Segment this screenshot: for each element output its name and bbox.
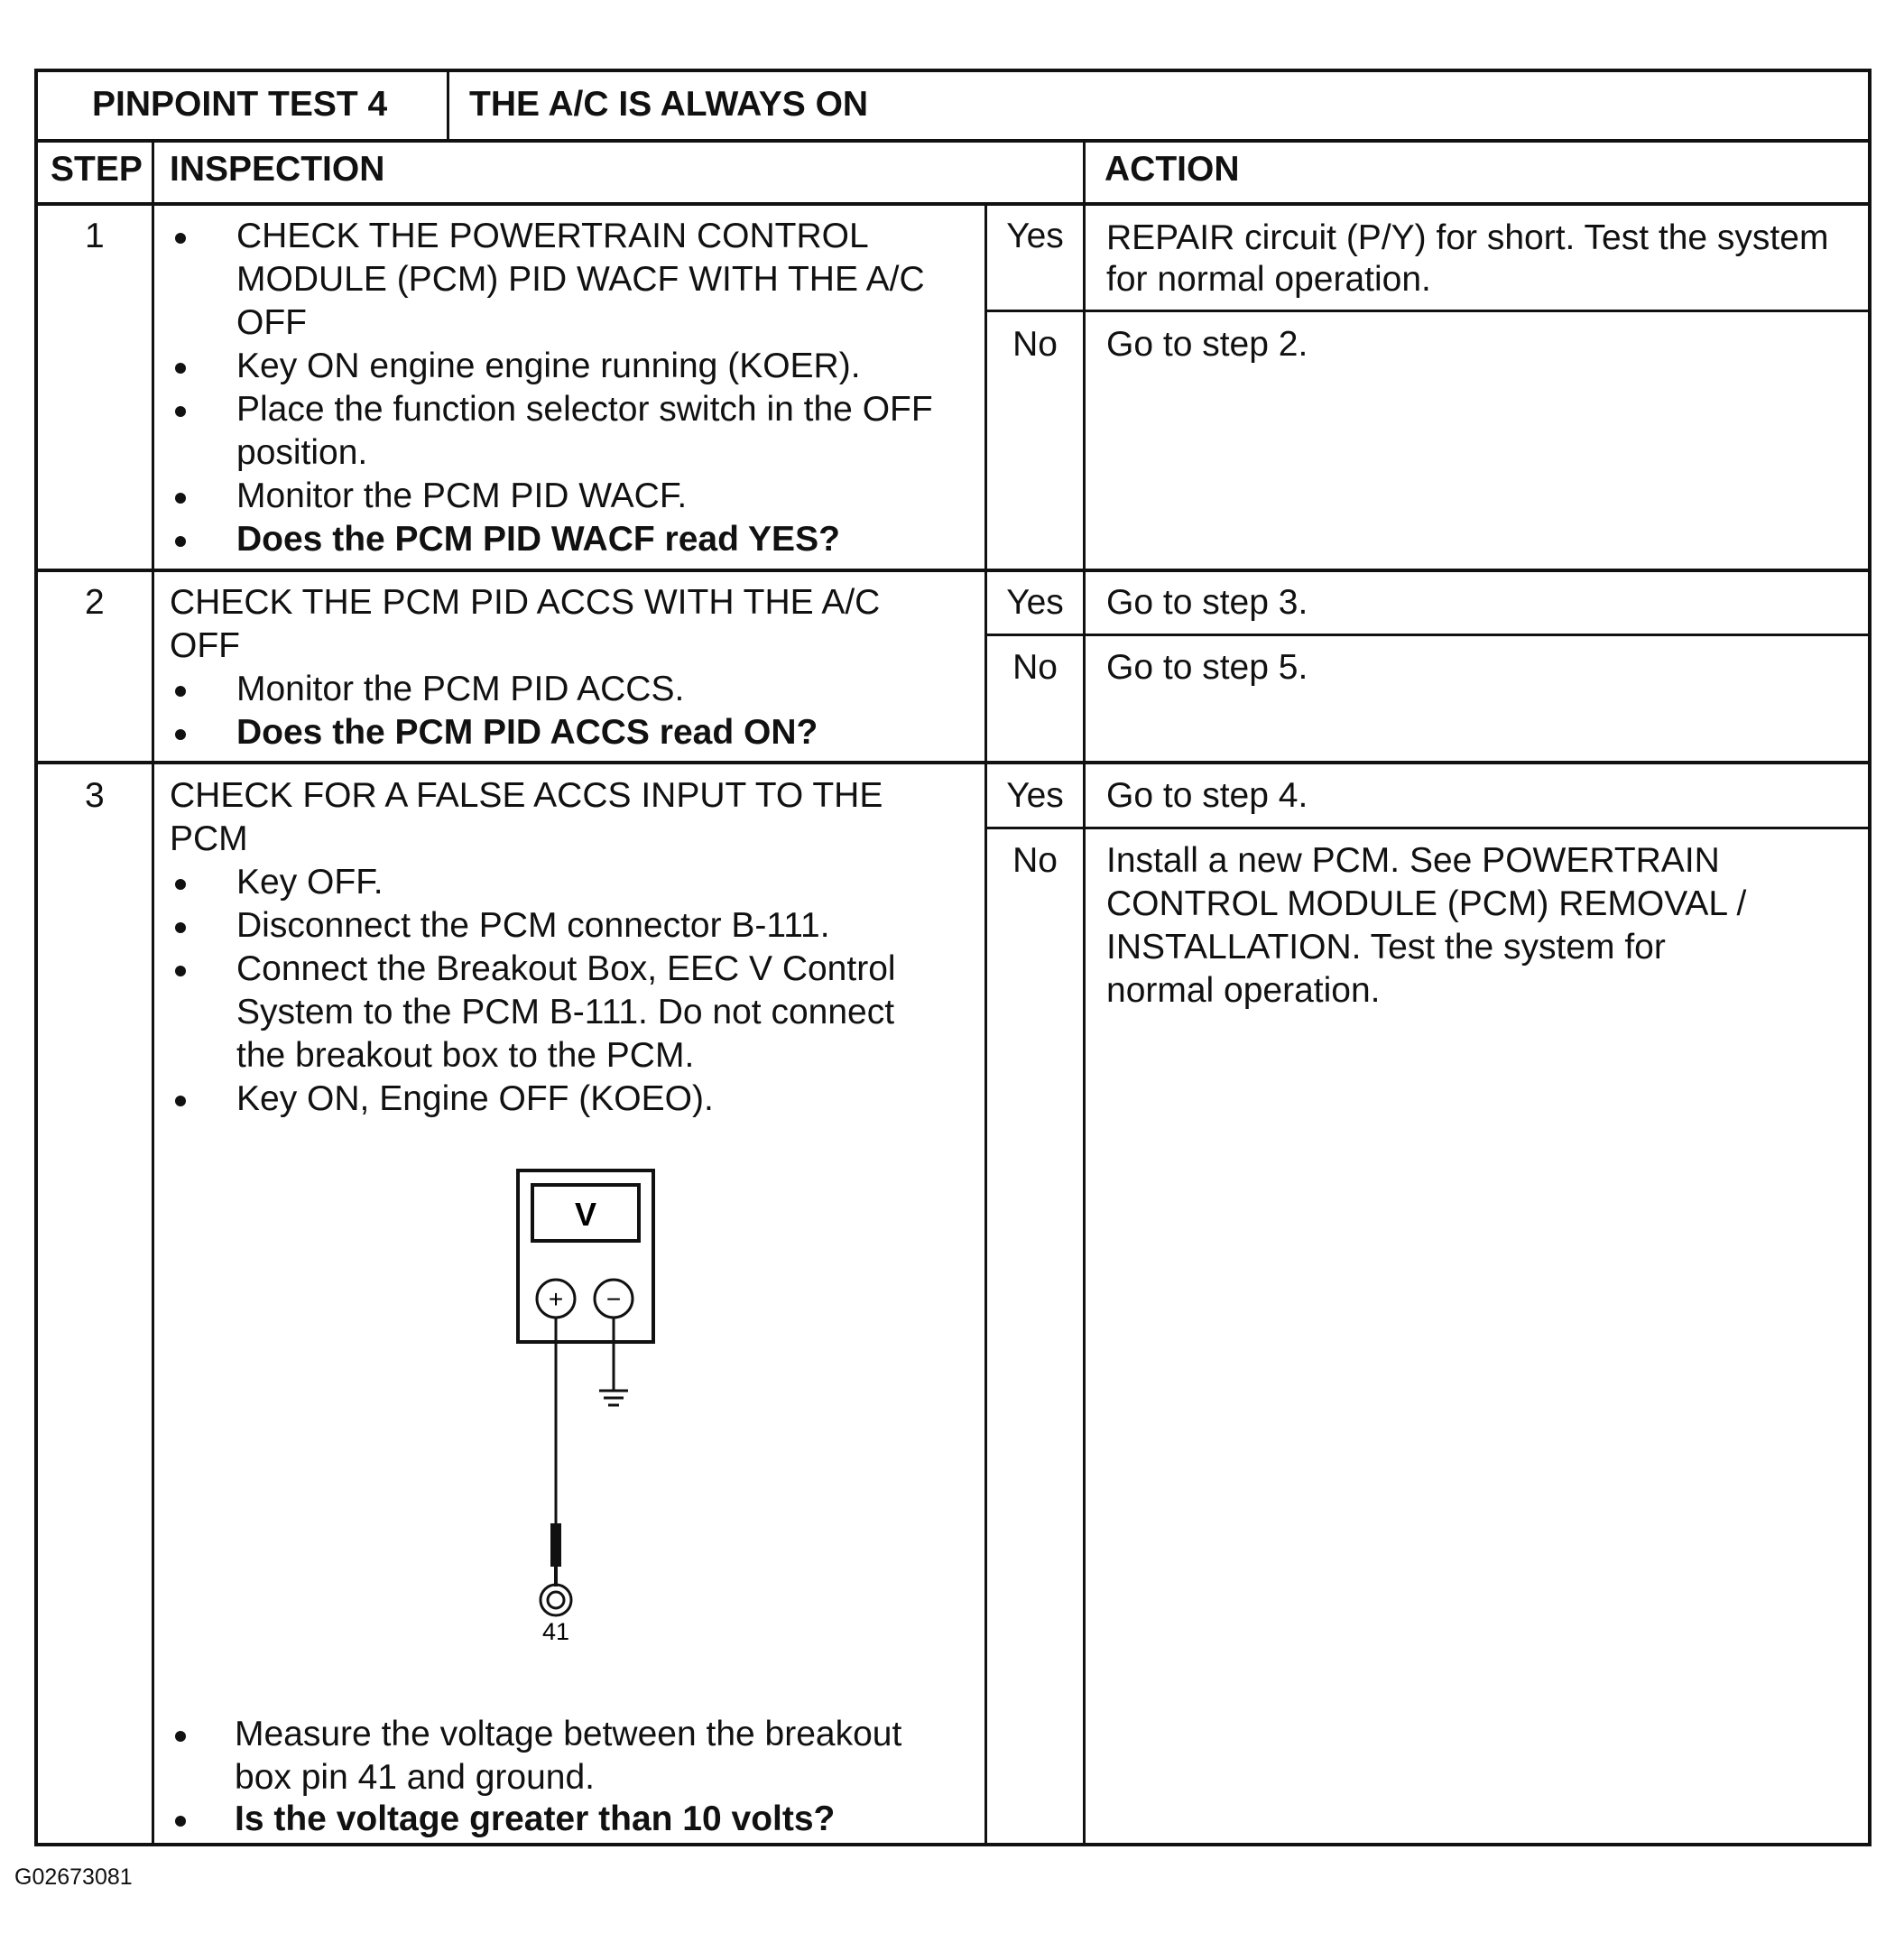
bullet-icon bbox=[175, 493, 186, 504]
step1-line: Place the function selector switch in the OFF bbox=[236, 390, 933, 429]
step2-no-action: Go to step 5. bbox=[1106, 648, 1308, 687]
step1-yes-action: REPAIR circuit (P/Y) for short. Test the system bbox=[1106, 218, 1829, 257]
bullet-icon bbox=[175, 406, 186, 417]
figure-code: G02673081 bbox=[14, 1864, 133, 1890]
step-number: 3 bbox=[85, 776, 105, 815]
rule-columns bbox=[38, 202, 1868, 206]
step3-line: Disconnect the PCM connector B-111. bbox=[236, 906, 830, 945]
test-number: PINPOINT TEST 4 bbox=[92, 85, 388, 124]
step3-no-action: Install a new PCM. See POWERTRAIN bbox=[1106, 841, 1720, 880]
bullet-icon bbox=[175, 233, 186, 244]
step2-line: OFF bbox=[170, 626, 240, 665]
rule-step3-yes bbox=[984, 827, 1868, 829]
pin-number: 41 bbox=[541, 1618, 570, 1645]
step1-no-action: Go to step 2. bbox=[1106, 325, 1308, 364]
step1-yes-action: for normal operation. bbox=[1106, 260, 1431, 299]
step1-line: OFF bbox=[236, 303, 307, 342]
yes-label: Yes bbox=[1006, 776, 1064, 815]
rule-step1-yes bbox=[984, 310, 1868, 312]
rule-title-divider bbox=[447, 72, 449, 139]
rule-step2 bbox=[38, 761, 1868, 764]
step3-no-action: INSTALLATION. Test the system for bbox=[1106, 928, 1666, 967]
step2-line: Monitor the PCM PID ACCS. bbox=[236, 670, 685, 708]
step2-yes-action: Go to step 3. bbox=[1106, 583, 1308, 622]
bullet-icon bbox=[175, 536, 186, 547]
bullet-icon bbox=[175, 1096, 186, 1106]
bullet-icon bbox=[175, 729, 186, 740]
step3-line: Measure the voltage between the breakout bbox=[235, 1715, 902, 1753]
step3-line: CHECK FOR A FALSE ACCS INPUT TO THE bbox=[170, 776, 883, 815]
step1-question: Does the PCM PID WACF read YES? bbox=[236, 520, 840, 559]
step-number: 2 bbox=[85, 583, 105, 622]
yes-label: Yes bbox=[1006, 583, 1064, 622]
step3-line: Connect the Breakout Box, EEC V Control bbox=[236, 949, 896, 988]
step3-line: Key OFF. bbox=[236, 863, 384, 902]
pin-41-connector-inner bbox=[548, 1592, 564, 1608]
yes-label: Yes bbox=[1006, 217, 1064, 255]
bullet-icon bbox=[175, 686, 186, 697]
column-inspection: INSPECTION bbox=[170, 150, 385, 189]
bullet-icon bbox=[175, 1731, 186, 1742]
step1-line: MODULE (PCM) PID WACF WITH THE A/C bbox=[236, 260, 925, 299]
step2-line: CHECK THE PCM PID ACCS WITH THE A/C bbox=[170, 583, 881, 622]
minus-sign: − bbox=[605, 1285, 622, 1313]
step3-line: Key ON, Engine OFF (KOEO). bbox=[236, 1079, 714, 1118]
column-step: STEP bbox=[51, 150, 143, 189]
rule-header bbox=[38, 139, 1868, 143]
step3-line: PCM bbox=[170, 819, 248, 858]
step3-no-action: normal operation. bbox=[1106, 971, 1381, 1010]
bullet-icon bbox=[175, 922, 186, 933]
rule-inspection-col bbox=[984, 202, 987, 1846]
bullet-icon bbox=[175, 879, 186, 890]
probe-tip-icon bbox=[550, 1523, 561, 1567]
step3-line: box pin 41 and ground. bbox=[235, 1758, 595, 1797]
step1-line: Monitor the PCM PID WACF. bbox=[236, 476, 688, 515]
step3-question: Is the voltage greater than 10 volts? bbox=[235, 1799, 836, 1838]
step1-line: position. bbox=[236, 433, 368, 472]
rule-step-col bbox=[152, 139, 154, 1846]
voltmeter-diagram bbox=[516, 1169, 715, 1710]
bullet-icon bbox=[175, 363, 186, 374]
step1-line: CHECK THE POWERTRAIN CONTROL bbox=[236, 217, 869, 255]
pinpoint-test-table bbox=[34, 69, 1872, 1846]
rule-action-col bbox=[1083, 139, 1086, 1846]
pin-41-connector-icon bbox=[541, 1585, 571, 1615]
rule-step1 bbox=[38, 569, 1868, 572]
bullet-icon bbox=[175, 1816, 186, 1827]
step-number: 1 bbox=[85, 217, 105, 255]
no-label: No bbox=[1012, 325, 1058, 364]
plus-sign: + bbox=[548, 1285, 564, 1313]
step3-line: the breakout box to the PCM. bbox=[236, 1036, 695, 1075]
column-action: ACTION bbox=[1105, 150, 1240, 189]
step3-no-action: CONTROL MODULE (PCM) REMOVAL / bbox=[1106, 884, 1747, 923]
step2-question: Does the PCM PID ACCS read ON? bbox=[236, 713, 818, 752]
test-title: THE A/C IS ALWAYS ON bbox=[469, 85, 869, 124]
step3-yes-action: Go to step 4. bbox=[1106, 776, 1308, 815]
voltmeter-unit: V bbox=[574, 1196, 597, 1233]
step3-line: System to the PCM B-111. Do not connect bbox=[236, 993, 895, 1032]
bullet-icon bbox=[175, 966, 186, 976]
no-label: No bbox=[1012, 648, 1058, 687]
rule-step2-yes bbox=[984, 634, 1868, 636]
step1-line: Key ON engine engine running (KOER). bbox=[236, 347, 861, 385]
no-label: No bbox=[1012, 841, 1058, 880]
